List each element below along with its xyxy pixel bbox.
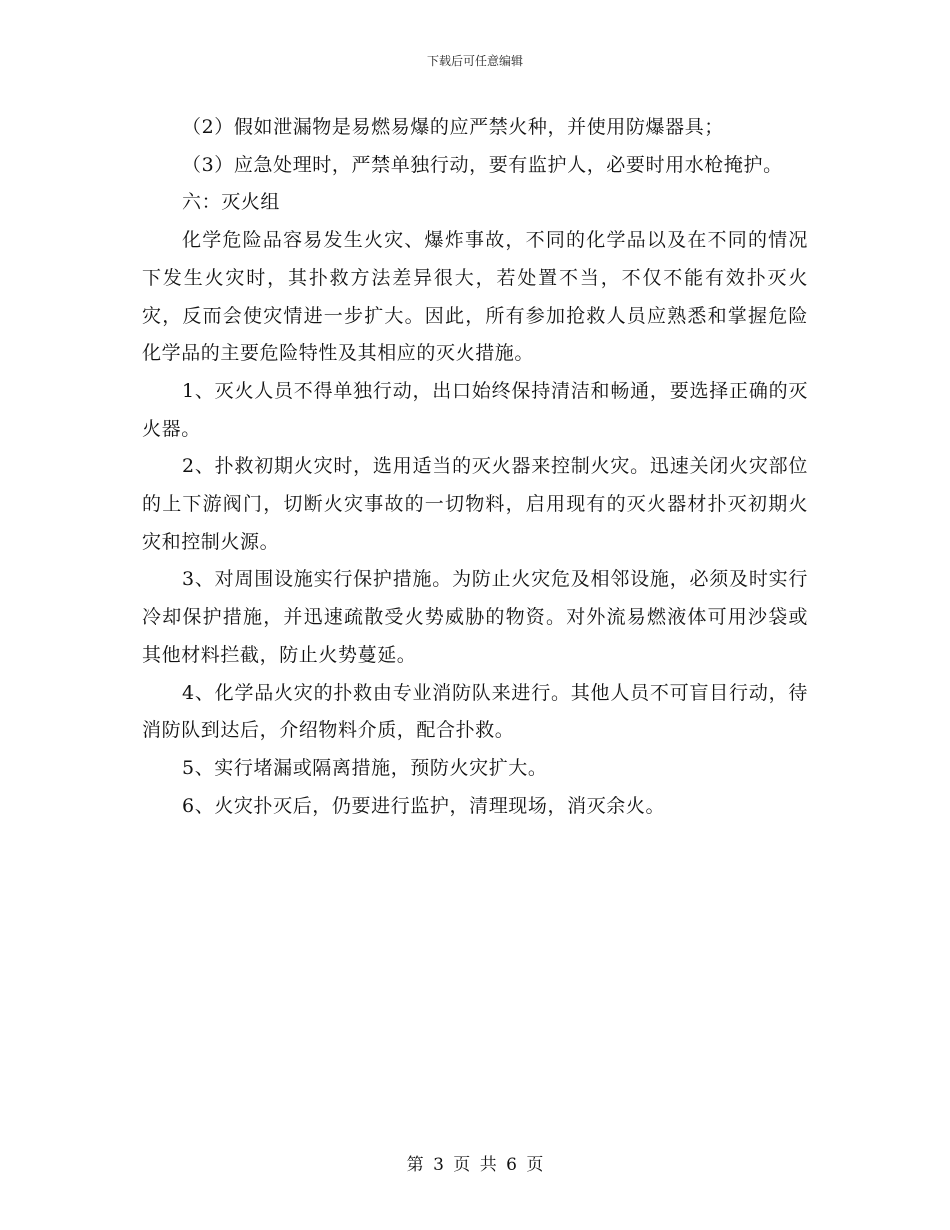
list-item-3: 3、对周围设施实行保护措施。为防止火灾危及相邻设施，必须及时实行冷却保护措施，并迅速疏散受火势威胁的物资。对外流易燃液体可用沙袋或其他材料拦截，防止火势蔓延。 — [142, 568, 808, 666]
list-item-4: 4、化学品火灾的扑救由专业消防队来进行。其他人员不可盲目行动，待消防队到达后，介绍物料介质，配合扑救。 — [142, 681, 808, 742]
list-item-1: 1、灭火人员不得单独行动，出口始终保持清洁和畅通，要选择正确的灭火器。 — [142, 379, 808, 440]
document-body — [142, 109, 808, 825]
page-header: 下载后可任意编辑 — [426, 54, 523, 68]
page-number-footer: 第 3 页 共 6 页 — [406, 1155, 544, 1175]
paragraph-no-solo-action: （3）应急处理时，严禁单独行动，要有监护人，必要时用水枪掩护。 — [182, 153, 783, 176]
section-heading-fire-team: 六：灭火组 — [182, 191, 281, 214]
paragraph-leak-fire-ban: （2）假如泄漏物是易燃易爆的应严禁火种，并使用防爆器具； — [182, 116, 724, 138]
list-item-2: 2、扑救初期火灾时，选用适当的灭火器来控制火灾。迅速关闭火灾部位的上下游阀门，切断火灾事故的一切物料，启用现有的灭火器材扑灭初期火灾和控制火源。 — [142, 455, 808, 553]
list-item-5: 5、实行堵漏或隔离措施，预防火灾扩大。 — [182, 756, 548, 779]
list-item-6: 6、火灾扑灭后，仍要进行监护，清理现场，消灭余火。 — [182, 794, 666, 817]
paragraph-fire-team-intro: 化学危险品容易发生火灾、爆炸事故，不同的化学品以及在不同的情况下发生火灾时，其扑救方法差异很大，若处置不当，不仅不能有效扑灭火灾，反而会使灾情进一步扩大。因此，所有参加抢救人员应熟悉和掌握危险化学品的主要危险特性及其相应的灭火措施。 — [142, 229, 808, 365]
